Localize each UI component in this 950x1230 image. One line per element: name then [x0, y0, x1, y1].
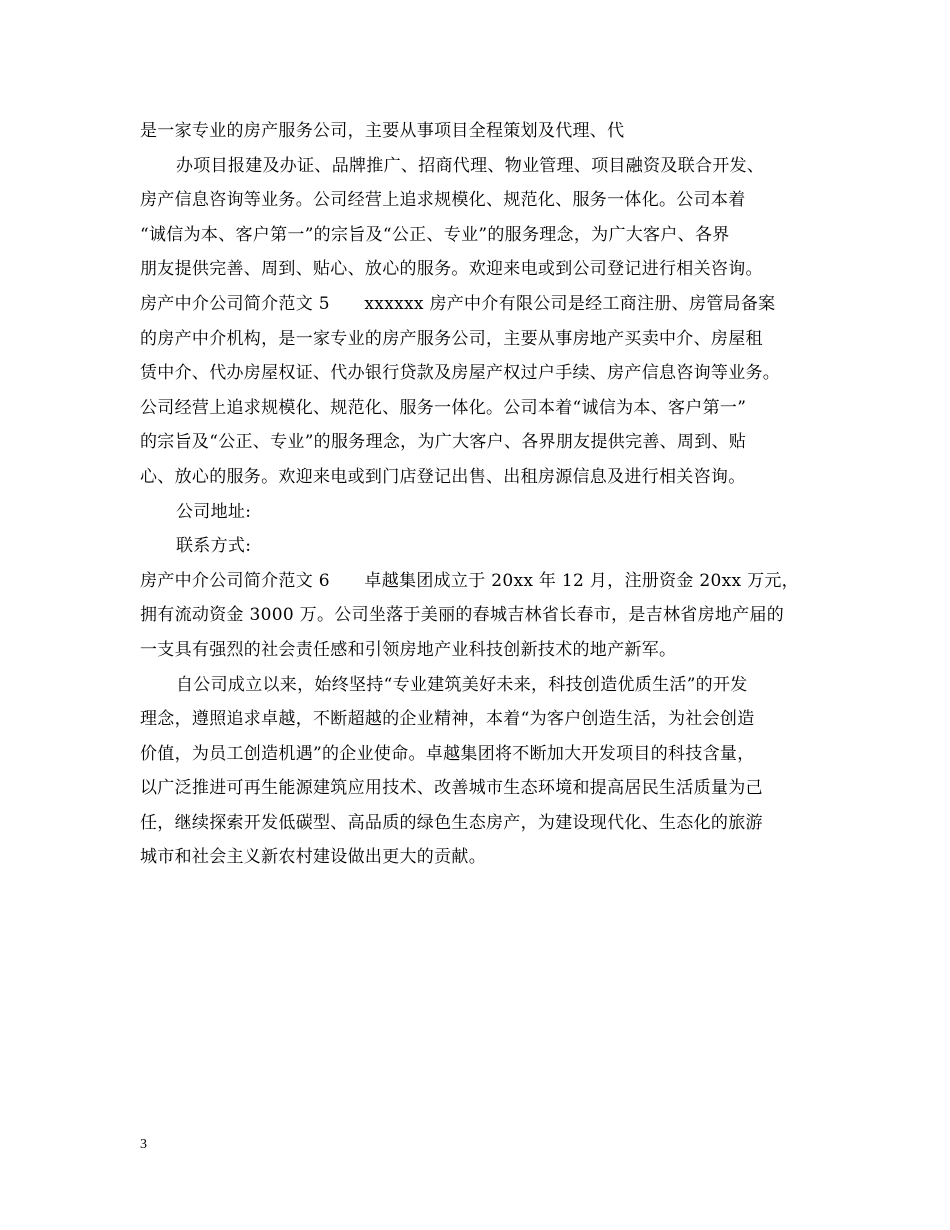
- text-line-7: 的房产中介机构，是一家专业的房产服务公司，主要从事房地产买卖中介、房屋租: [140, 328, 763, 349]
- text-line-14: 房产中介公司简介范文 6 卓越集团成立于 20xx 年 12 月，注册资金 20xx 万元，: [140, 570, 799, 591]
- text-line-15: 拥有流动资金 3000 万。公司坐落于美丽的春城吉林省长春市，是吉林省房地产届的: [140, 605, 785, 626]
- text-line-10: 的宗旨及“公正、专业”的服务理念，为广大客户、各界朋友提供完善、周到、贴: [140, 432, 747, 453]
- text-line-6: 房产中介公司简介范文 5 xxxxxx 房产中介有限公司是经工商注册、房管局备案: [140, 293, 776, 314]
- contact-label: 联系方式:: [176, 536, 252, 557]
- text-line-2: 办项目报建及办证、品牌推广、招商代理、物业管理、项目融资及联合开发、: [176, 155, 765, 176]
- text-line-17: 自公司成立以来，始终坚持“专业建筑美好未来，科技创造优质生活”的开发: [176, 674, 748, 695]
- page-number: 3: [140, 1137, 147, 1152]
- text-line-22: 城市和社会主义新农村建设做出更大的贡献。: [140, 847, 486, 868]
- text-line-18: 理念，遵照追求卓越，不断超越的企业精神，本着“为客户创造生活，为社会创造: [140, 709, 755, 730]
- text-line-16: 一支具有强烈的社会责任感和引领房地产业科技创新技术的地产新军。: [140, 639, 677, 660]
- text-line-21: 任，继续探索开发低碳型、高品质的绿色生态房产，为建设现代化、生态化的旅游: [140, 812, 763, 833]
- text-line-20: 以广泛推进可再生能源建筑应用技术、改善城市生态环境和提高居民生活质量为己: [140, 778, 763, 799]
- text-line-19: 价值，为员工创造机遇”的企业使命。卓越集团将不断加大开发项目的科技含量，: [140, 743, 755, 764]
- text-line-4: “诚信为本、客户第一”的宗旨及“公正、专业”的服务理念，为广大客户、各界: [140, 224, 730, 245]
- text-line-8: 赁中介、代办房屋权证、代办银行贷款及房屋产权过户手续、房产信息咨询等业务。: [140, 363, 781, 384]
- text-line-3: 房产信息咨询等业务。公司经营上追求规模化、规范化、服务一体化。公司本着: [140, 190, 746, 211]
- text-line-5: 朋友提供完善、周到、贴心、放心的服务。欢迎来电或到公司登记进行相关咨询。: [140, 259, 763, 280]
- company-address-label: 公司地址:: [176, 501, 252, 522]
- body-text: [140, 114, 830, 875]
- text-line-11: 心、放心的服务。欢迎来电或到门店登记出售、出租房源信息及进行相关咨询。: [140, 466, 746, 487]
- text-line-9: 公司经营上追求规模化、规范化、服务一体化。公司本着“诚信为本、客户第一”: [140, 397, 747, 418]
- text-line-1: 是一家专业的房产服务公司，主要从事项目全程策划及代理、代: [140, 121, 625, 141]
